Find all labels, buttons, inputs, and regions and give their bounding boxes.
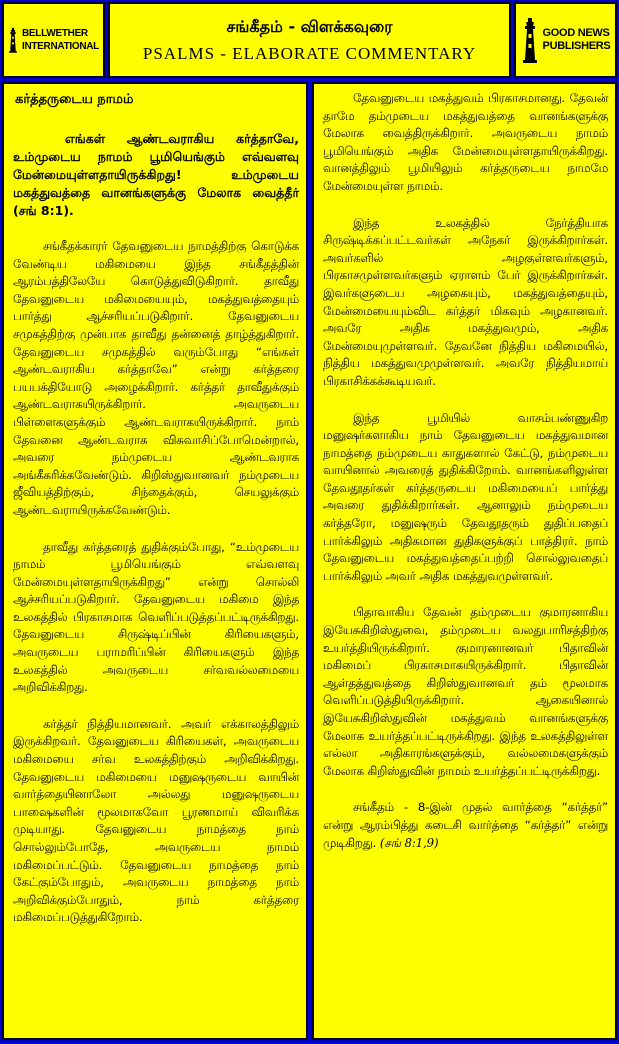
verse-quote: எங்கள் ஆண்டவராகிய கர்த்தாவே, உம்முடைய நாமம் பூமியெங்கும் எவ்வளவு மேன்மையுள்ளதாயிருக்கிறது! உம்முடைய மகத்துவத்தை வானங்களுக்கு மேலாக வைத்தீர் (சங் 8:1).	[13, 131, 299, 218]
title-english: PSALMS - ELABORATE COMMENTARY	[142, 43, 477, 63]
goodnews-line2: PUBLISHERS	[542, 40, 611, 52]
closing-paragraph	[323, 799, 608, 852]
goodnews-logo	[514, 2, 617, 78]
page-header	[2, 2, 617, 78]
bellwether-logo-text	[22, 27, 99, 53]
goodnews-line1: GOOD NEWS	[542, 27, 610, 39]
title-box	[108, 2, 511, 78]
paragraph: சங்கீதக்காரர் தேவனுடைய நாமத்திற்கு கொடுக்க வேண்டிய மகிமையை இந்த சங்கீதத்தின் ஆரம்பத்திலேயே கொடுத்துவிடுகிறார். தாவீது தேவனுடைய மகிமையையும், மகத்துவத்தையும் பார்த்து ஆச்சரியப்படுகிறார். தேவனுடைய சமுகத்திற்கு முன்பாக தாவீது தன்னைத் தாழ்த்துகிறார். தேவனுடைய சமுகத்தில் வரும்போது “எங்கள் ஆண்டவராகிய கர்த்தாவே” என்று கர்த்தரை பயபக்தியோடு அழைக்கிறார். கர்த்தர் தாவீதுக்கும் ஆண்டவராகயிருக்கிறார். அவருடைய பிள்ளைகளுக்கும் ஆண்டவராகயிருக்கிறார். நாம் தேவனை ஆண்டவராக விசுவாசிப்போமென்றால், அவரை நம்முடைய ஆண்டவராக அங்கீகரிக்கவேண்டும். கிறிஸ்துவானவர் நம்முடைய ஜீவியத்திற்கும், சிந்தைக்கும், செயலுக்கும் ஆண்டவராயிருக்கவேண்டும்.	[13, 239, 299, 517]
left-column	[2, 82, 308, 1040]
paragraph: தாவீது கர்த்தரைத் துதிக்கும்போது, “உம்முடைய நாமம் பூமியெங்கும் எவ்வளவு மேன்மையுள்ளதாயிருக்கிறது” என்று சொல்லி ஆச்சரியப்படுகிறார். தேவனுடைய மகிமை இந்த உலகத்தில் பிரகாசமாக வெளிப்படுத்தப்பட்டிருக்கிறது. தேவனுடைய சிருஷ்டிப்பின் கிரியைகளும், அவருடைய பராமரிப்பின் கிரியைகளும் இந்த உலகத்தில் அவருடைய சர்வவல்லமையை அறிவிக்கிறது.	[13, 539, 299, 695]
paragraph: பிதாவாகிய தேவன் தம்முடைய குமாரனாகிய இயேசுகிறிஸ்துவை, தம்முடைய வலதுபாரிசத்திற்கு உயர்த்தியிருக்கிறார். குமாரனானவர் பிதாவின் மகிமைப் பிரகாசமாகயிருக்கிறார். பிதாவின் ஆள்தத்துவத்தை கிறிஸ்துவானவர் தம் மூலமாக வெளிப்படுத்தியிருக்கிறார். ஆகையினால் இயேசுகிறிஸ்துவின் மகத்துவம் வானங்களுக்கு மேலாக உயர்த்தப்பட்டிருக்கிறது. இந்த உலகத்திலுள்ள எல்லா அதிகாரங்களுக்கும், வல்லமைகளுக்கும் மேலாக கிறிஸ்துவின் நாமம் உயர்த்தப்பட்டிருக்கிறது.	[323, 605, 608, 778]
right-column	[312, 82, 617, 1040]
bellwether-line1: BELLWETHER	[21, 28, 88, 39]
lighthouse-icon	[521, 16, 539, 64]
goodnews-logo-text	[543, 27, 611, 53]
section-title: கர்த்தருடைய நாமம்	[15, 92, 134, 107]
bellwether-line2: INTERNATIONAL	[21, 41, 99, 52]
paragraph: கர்த்தர் நித்தியமானவர். அவர் எக்காலத்திலும் இருக்கிறவர். தேவனுடைய கிரியைகள், அவருடைய மகிமையை சர்வ உலகத்திற்கும் அறிவிக்கிறது. தேவனுடைய மகிமையை மனுஷருடைய வாயின் வார்த்தையினாலோ அல்லது மனுஷருடைய பாஷைகளின் மூலமாகவோ பூரணமாய் விவரிக்க முடியாது. தேவனுடைய நாமத்தை நாம் சொல்லும்போதே, அவருடைய நாமம் மகிமைப்பட்டும். தேவனுடைய நாமத்தை நாம் கேட்கும்போதும், அவருடைய நாமத்தை நாம் அறிவிக்கும்போதும், நாம் கர்த்தரை மகிமைப்படுத்துகிறோம்.	[13, 716, 299, 925]
closing-text: சங்கீதம் - 8-இன் முதல் வார்த்தை “கர்த்தர்” என்று ஆரம்பித்து கடைசி வார்த்தை “கர்த்தர்” என்று முடிகிறது.	[323, 800, 608, 850]
paragraph: தேவனுடைய மகத்துவம் பிரகாசமானது. தேவன் தாமே தம்முடைய மகத்துவத்தை வானங்களுக்கு மேலாக வைத்திருக்கிறார். அவருடைய நாமம் பூமியெங்கும் அதிக மேன்மையுள்ளதாயிருக்கிறது. வானத்திலும் பூமியிலும் கர்த்தருடைய நாமமே மேன்மையுள்ள நாமம்.	[323, 91, 608, 193]
paragraph: இந்த பூமியில் வாசம்பண்ணுகிற மனுஷர்களாகிய நாம் தேவனுடைய மகத்துவமான நாமத்தை நம்முடைய காதுகளால் கேட்டு, நம்முடைய வாயினால் அவரைத் துதிக்கிறோம். வானங்களிலுள்ள தேவதூதர்கள் கர்த்தருடைய மகிமையைப் பார்த்து அவரை துதிக்கிறார்கள். ஆனாலும் நம்முடைய கர்த்தரோ, மனுஷரும் தேவதூதரும் துதிப்பதைப் பார்க்கிலும் அதிகமான துதிகளுக்குப் பாத்திரர். நாம் தேவனுடைய மகத்துவத்தைப்பற்றி சொல்லுவதைப் பார்க்கிலும் அவர் அதிக மகத்துவமுள்ளவர்.	[323, 410, 608, 583]
verse-reference: (சங் 8:1,9)	[379, 835, 439, 850]
paragraph: இந்த உலகத்தில் நேர்த்தியாக சிருஷ்டிக்கப்பட்டவர்கள் அநேகர் இருக்கிறார்கள். அவர்களில் அழகுள்ளவர்களும், பிரகாசமுள்ளவர்களும் ஏராளம் பேர் இருக்கிறார்கள். இவர்களுடைய அழகையும், மகத்துவத்தையும், மேன்மையையும்விட கர்த்தர் மிகவும் அழகானவர். அவரே அதிக மகத்துவமும், அதிக மேன்மையுமுள்ளவர். தேவனே நித்திய மகிமையில், நித்திய மகத்துவமுமுள்ளவர். அவரே நித்தியமாய் பிரகாசிக்கக்கூடியவர்.	[323, 215, 608, 388]
bellwether-logo	[2, 2, 105, 78]
title-tamil: சங்கீதம் - விளக்கவுரை	[226, 16, 393, 36]
lighthouse-icon	[8, 16, 18, 64]
